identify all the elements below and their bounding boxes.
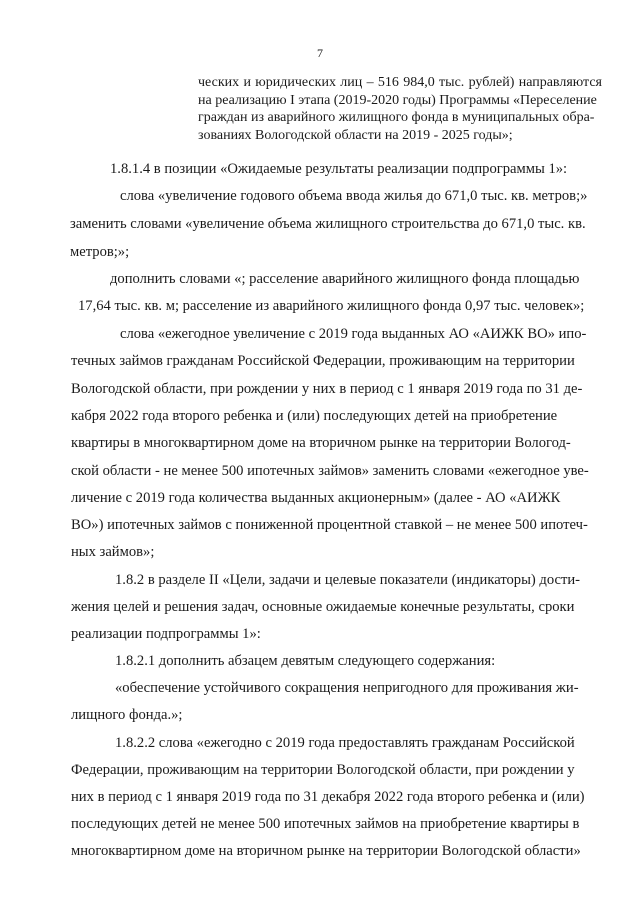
paragraph-line: квартиры в многоквартирном доме на вторичном рынке на территории Вологод- <box>71 435 571 451</box>
paragraph-line: метров;»; <box>70 244 130 260</box>
paragraph-line: них в период с 1 января 2019 года по 31 декабря 2022 года второго ребенка и (или) <box>71 789 585 805</box>
paragraph-line: многоквартирном доме на вторичном рынке на территории Вологодской области» <box>71 843 581 859</box>
paragraph-line: ных займов»; <box>71 544 155 560</box>
quote-block <box>198 74 602 145</box>
paragraph-line: ВО») ипотечных займов с пониженной процентной ставкой – не менее 500 ипотеч- <box>71 517 588 533</box>
paragraph-line: 1.8.2.2 слова «ежегодно с 2019 года предоставлять гражданам Российской <box>115 735 575 751</box>
paragraph-line: 1.8.1.4 в позиции «Ожидаемые результаты реализации подпрограммы 1»: <box>110 161 568 177</box>
paragraph-line: лищного фонда.»; <box>71 707 183 723</box>
paragraph-line: течных займов гражданам Российской Федерации, проживающим на территории <box>71 353 575 369</box>
paragraph-line: Федерации, проживающим на территории Вологодской области, при рождении у <box>71 762 575 778</box>
quote-line: ческих и юридических лиц – 516 984,0 тыс. рублей) направляются <box>198 75 602 90</box>
quote-line: граждан из аварийного жилищного фонда в муниципальных обра- <box>198 110 595 126</box>
paragraph-line: жения целей и решения задач, основные ожидаемые конечные результаты, сроки <box>71 599 575 615</box>
paragraph-line: последующих детей не менее 500 ипотечных займов на приобретение квартиры в <box>71 816 580 832</box>
paragraph-line: заменить словами «увеличение объема жилищного строительства до 671,0 тыс. кв. <box>70 216 586 232</box>
paragraph-line: «обеспечение устойчивого сокращения непригодного для проживания жи- <box>115 680 579 696</box>
paragraph-line: ской области - не менее 500 ипотечных займов» заменить словами «ежегодное уве- <box>71 463 589 479</box>
paragraph-line: Вологодской области, при рождении у них в период с 1 января 2019 года по 31 де- <box>71 381 583 397</box>
paragraph-line: дополнить словами «; расселение аварийного жилищного фонда площадью <box>110 271 580 287</box>
paragraph-line: личение с 2019 года количества выданных акционерным» (далее - АО «АИЖК <box>71 490 561 506</box>
paragraph-line: реализации подпрограммы 1»: <box>71 626 261 642</box>
paragraph-line: 1.8.2.1 дополнить абзацем девятым следующего содержания: <box>115 653 496 669</box>
page-number: 7 <box>317 46 323 60</box>
paragraph-line: слова «увеличение годового объема ввода жилья до 671,0 тыс. кв. метров;» <box>120 188 588 204</box>
paragraph-line: 1.8.2 в разделе II «Цели, задачи и целевые показатели (индикаторы) дости- <box>115 572 581 588</box>
paragraph-line: 17,64 тыс. кв. м; расселение из аварийного жилищного фонда 0,97 тыс. человек»; <box>78 298 585 314</box>
quote-line: зованиях Вологодской области на 2019 - 2025 годы»; <box>198 128 513 144</box>
paragraph-line: кабря 2022 года второго ребенка и (или) последующих детей на приобретение <box>71 408 558 424</box>
quote-line: на реализацию I этапа (2019-2020 годы) Программы «Переселение <box>198 92 597 108</box>
paragraph-line: слова «ежегодное увеличение с 2019 года выданных АО «АИЖК ВО» ипо- <box>120 326 587 342</box>
